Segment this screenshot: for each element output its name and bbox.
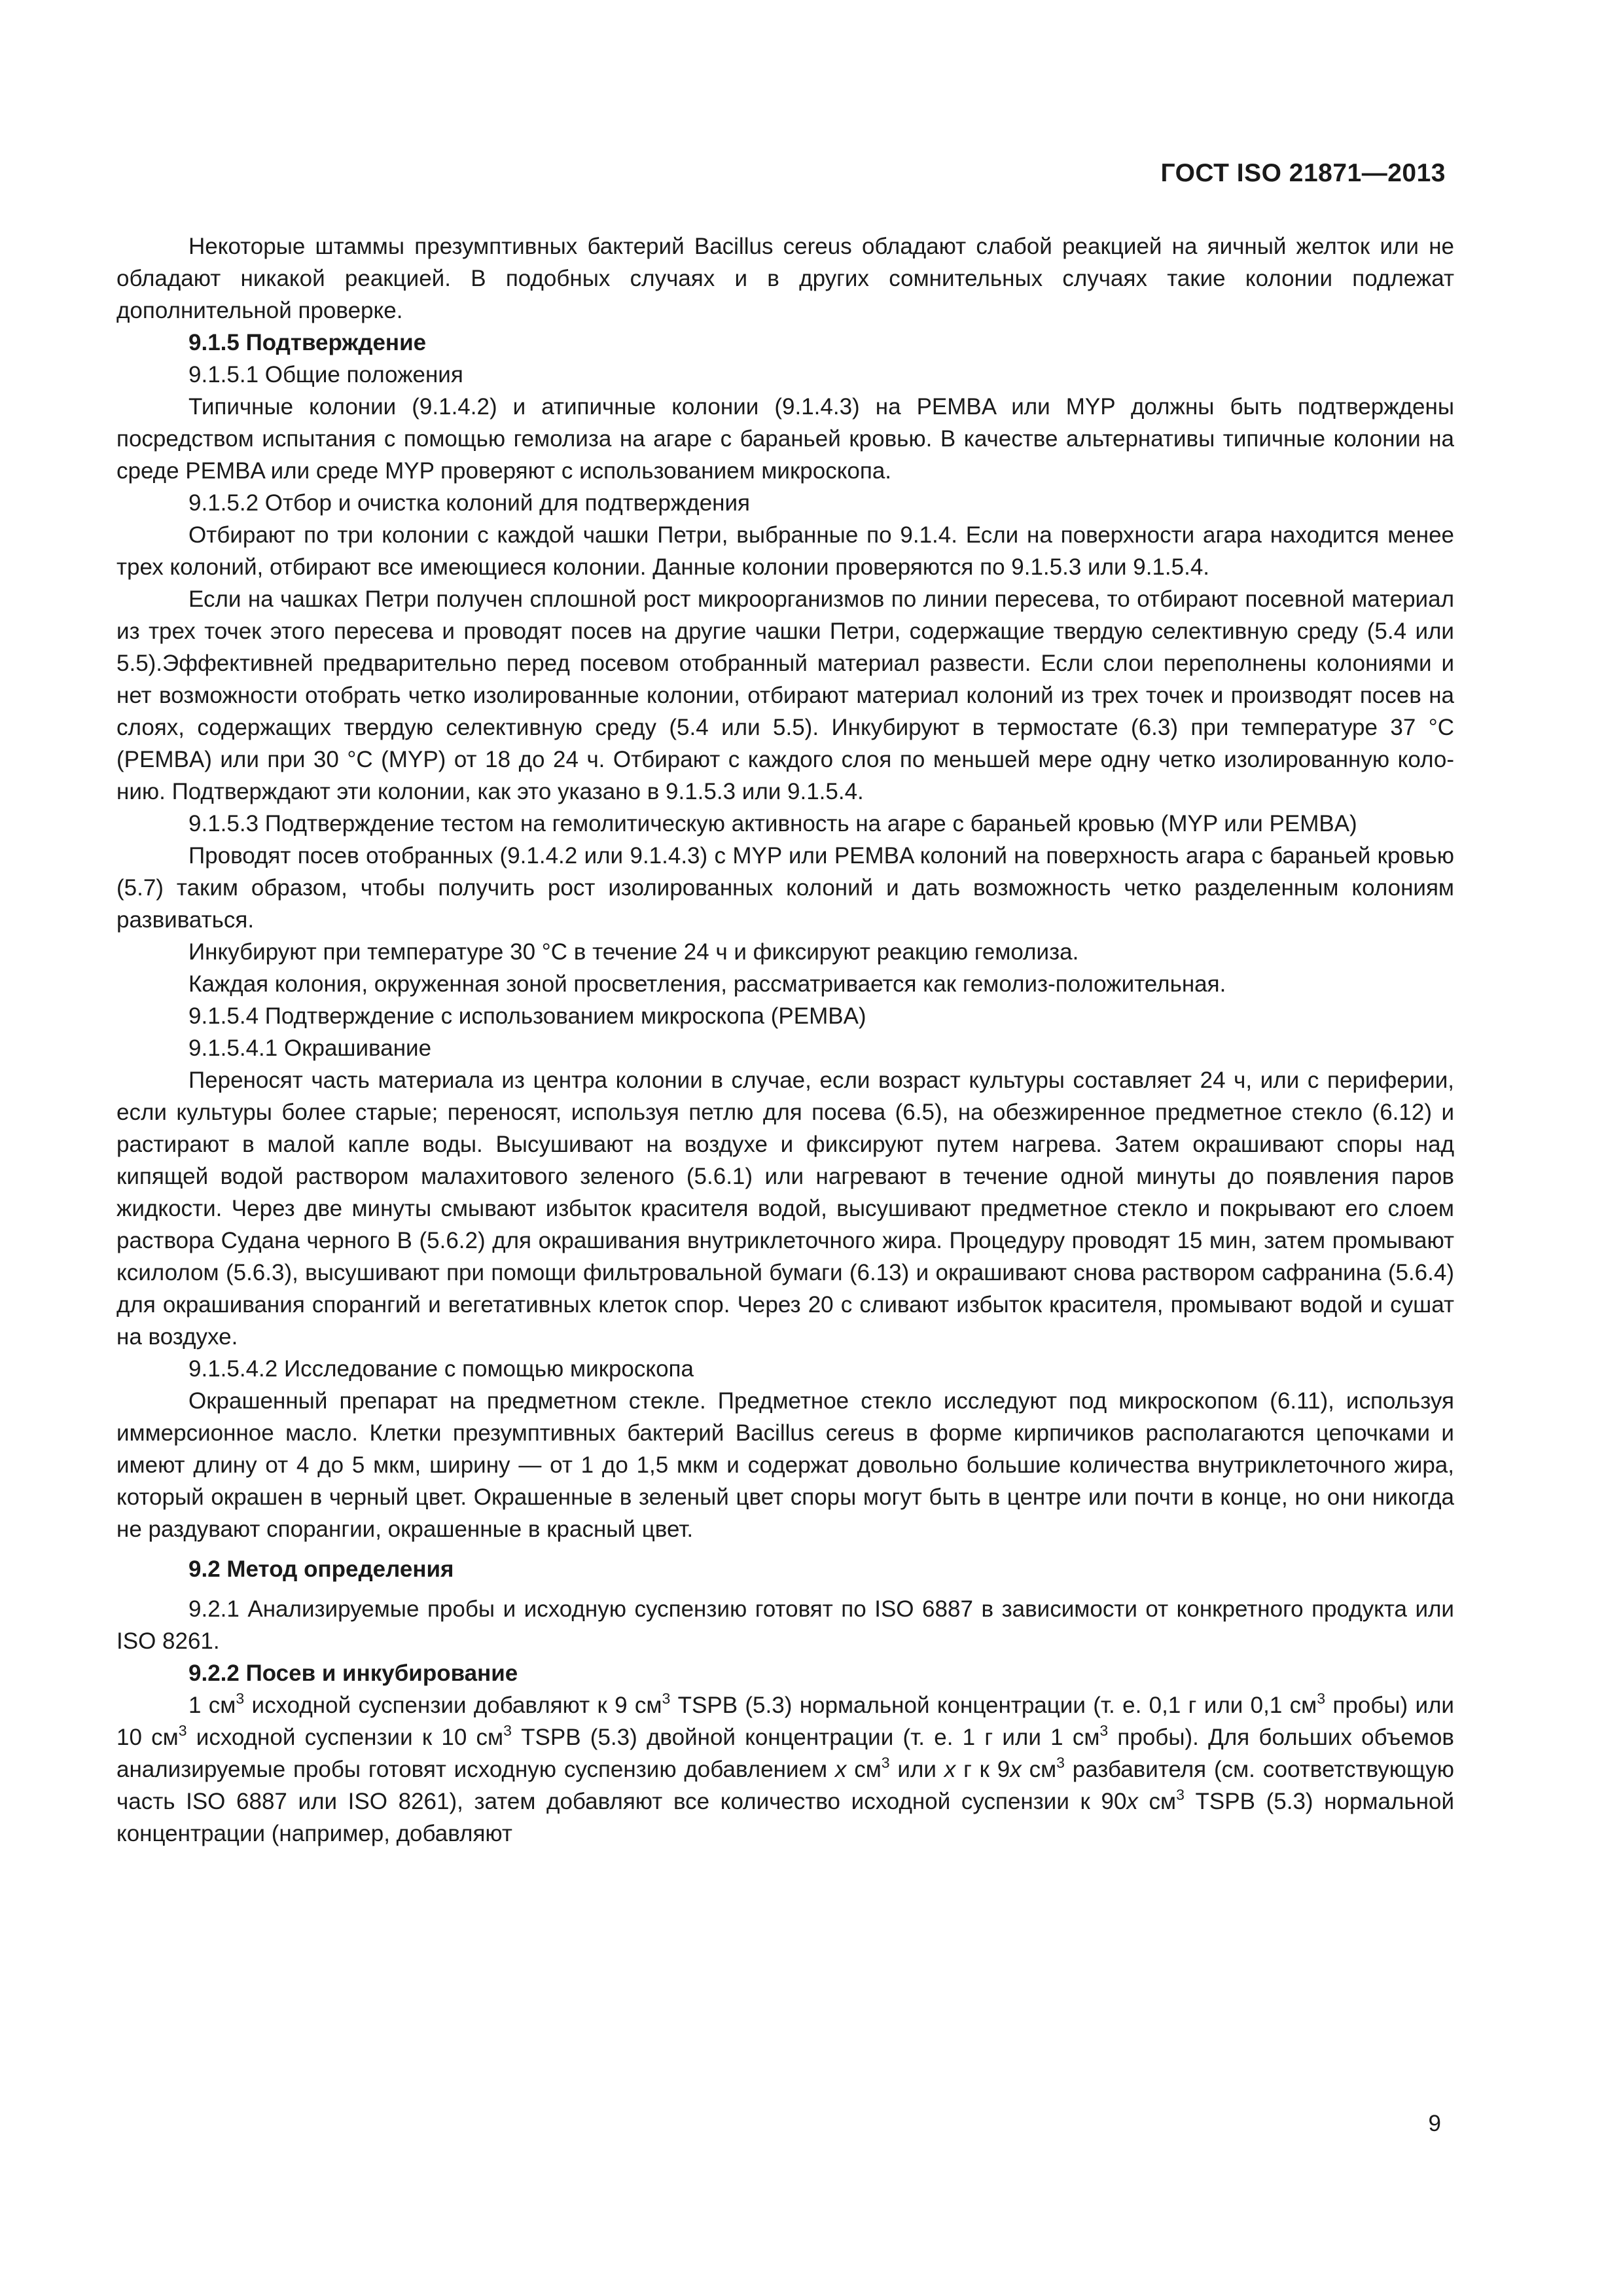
document-header: ГОСТ ISO 21871—2013 xyxy=(1160,159,1446,187)
superscript: 3 xyxy=(662,1690,671,1707)
section-heading: 9.2.2 Посев и инкубирование xyxy=(188,1660,518,1686)
superscript: 3 xyxy=(1176,1786,1185,1803)
text-run: см xyxy=(1021,1757,1057,1782)
superscript: 3 xyxy=(1056,1754,1065,1771)
paragraph: Инкубируют при температуре 30 °С в течение 24 ч и фиксируют реакцию гемолиза. xyxy=(188,939,1079,965)
superscript: 3 xyxy=(236,1690,245,1707)
text-run: пробы). Для больших объемов анализируемые пробы готовят исходную суспензию добавлением xyxy=(116,1725,1454,1782)
text-run: TSPB (5.3) нормальной концентрации (например, добавляют xyxy=(116,1789,1454,1846)
document-body xyxy=(116,230,1454,1850)
text-run: см xyxy=(1137,1789,1177,1814)
text-run: или xyxy=(889,1757,944,1782)
page-number: 9 xyxy=(1428,2111,1441,2136)
text-run: см xyxy=(846,1757,882,1782)
text-run: TSPB (5.3) нормальной концентрации (т. е. 0,1 г или 0,1 см xyxy=(670,1693,1317,1718)
paragraph: Проводят посев отобранных (9.1.4.2 или 9.1.4.3) с MYP или PEMBA колоний на поверхность агара с бараньей кровью (5.7) таким образом, чтобы получить рост изолированных колоний и дать возможность четко разделенным колониям развиваться. xyxy=(116,843,1454,933)
subsection-heading: 9.1.5.4.1 Окрашивание xyxy=(188,1035,432,1061)
superscript: 3 xyxy=(178,1722,187,1739)
variable: x xyxy=(944,1757,956,1782)
subsection-heading: 9.1.5.4 Подтверждение с использованием микроскопа (PEMBA) xyxy=(188,1003,866,1029)
subsection-heading: 9.1.5.2 Отбор и очистка колоний для подтверждения xyxy=(188,490,750,516)
subsection-heading: 9.1.5.3 Подтверждение тестом на гемолитическую активность на агаре с бараньей кровью (MYP или PEMBA) xyxy=(188,811,1357,836)
paragraph: 9.2.1 Анализируемые пробы и исходную суспензию готовят по ISO 6887 в зависимости от конкретного продукта или ISO 8261. xyxy=(116,1596,1454,1654)
paragraph: Если на чашках Петри получен сплошной рост микроорганизмов по линии пересева, то отбирают посевной материал из трех точек этого пересева и проводят посев на другие чашки Петри, содержащие твердую селективную среду (5.4 или 5.5).Эффективней предварительно перед посевом отобранный материал развести. Если слои переполнены колониями и нет возможности отобрать четко изолированные колонии, отбирают материал колоний из трех точек и производят посев на слоях, содержащих твердую селективную среду (5.4 или 5.5). Инкубируют в термостате (6.3) при температуре 37 °С (PEMBA) или при 30 °С (MYP) от 18 до 24 ч. Отбирают с каждого слоя по меньшей мере одну четко изолированную колонию. Подтверждают эти колонии, как это указано в 9.1.5.3 или 9.1.5.4. xyxy=(116,586,1454,804)
text-run: разбавителя (см. соответствующую часть ISO 6887 или ISO 8261), затем добавляют все количество исходной суспензии к 90 xyxy=(116,1757,1454,1814)
paragraph: Переносят часть материала из центра колонии в случае, если возраст культуры составляет 24 ч, или с периферии, если культуры более старые; переносят, используя петлю для посева (6.5), на обезжиренное предметное стекло (6.12) и растирают в малой капле воды. Высушивают на воздухе и фиксируют путем нагрева. Затем окрашивают споры над кипящей водой раствором малахитового зеленого (5.6.1) или нагревают в течение одной минуты до появления паров жидкости. Через две минуты смывают избыток красителя водой, высушивают предметное стекло и покрывают его слоем раствора Судана черного В (5.6.2) для окрашивания внутриклеточного жира. Процедуру проводят 15 мин, затем промывают ксилолом (5.6.3), высушивают при помощи фильтровальной бумаги (6.13) и окрашивают снова раствором сафранина (5.6.4) для окрашивания спорангий и вегетативных клеток спор. Через 20 с сливают избыток красителя, промывают водой и сушат на воздухе. xyxy=(116,1067,1454,1350)
paragraph: Отбирают по три колонии с каждой чашки Петри, выбранные по 9.1.4. Если на поверхности агара находится менее трех колоний, отбирают все имеющиеся колонии. Данные колонии проверяются по 9.1.5.3 или 9.1.5.4. xyxy=(116,522,1454,580)
text-run: исходной суспензии к 10 см xyxy=(187,1725,504,1750)
paragraph: Окрашенный препарат на предметном стекле. Предметное стекло исследуют под микроскопом (6.11), используя иммерсионное масло. Клетки презумптивных бактерий Bacillus cereus в форме кирпичиков располагаются цепочками и имеют длину от 4 до 5 мкм, ширину — от 1 до 1,5 мкм и содержат довольно большие количества внутриклеточного жира, который окрашен в черный цвет. Окрашенные в зеленый цвет споры могут быть в центре или почти в конце, но они никогда не раздувают спорангии, окрашенные в красный цвет. xyxy=(116,1388,1454,1542)
text-run: TSPB (5.3) двойной концентрации (т. е. 1 г или 1 см xyxy=(511,1725,1100,1750)
subsection-heading: 9.1.5.4.2 Исследование с помощью микроскопа xyxy=(188,1356,694,1382)
variable: x xyxy=(1126,1789,1138,1814)
text-run: 1 см xyxy=(188,1693,236,1718)
superscript: 3 xyxy=(881,1754,890,1771)
superscript: 3 xyxy=(1099,1722,1109,1739)
variable: x xyxy=(834,1757,847,1782)
variable: x xyxy=(1010,1757,1022,1782)
section-heading: 9.1.5 Подтверждение xyxy=(188,330,427,355)
superscript: 3 xyxy=(1317,1690,1326,1707)
paragraph: Каждая колония, окруженная зоной просветления, рассматривается как гемолиз-положительная. xyxy=(188,971,1226,997)
text-run: г к 9 xyxy=(955,1757,1010,1782)
superscript: 3 xyxy=(503,1722,512,1739)
text-run: исходной суспензии добавляют к 9 см xyxy=(244,1693,662,1718)
paragraph: Типичные колонии (9.1.4.2) и атипичные колонии (9.1.4.3) на PEMBA или MYP должны быть подтверждены посредством испытания с помощью гемолиза на агаре с бараньей кровью. В качестве альтернативы типичные колонии на среде PEMBA или среде MYP проверяют с использованием микроскопа. xyxy=(116,394,1454,484)
paragraph-with-units xyxy=(116,1689,1454,1850)
text-run: пробы) или 10 см xyxy=(116,1693,1454,1750)
section-heading: 9.2 Метод определения xyxy=(188,1556,454,1582)
paragraph: Некоторые штаммы презумптивных бактерий Bacillus cereus обладают слабой реакцией на яичный желток или не обладают никакой реакцией. В подобных случаях и в других сомнительных случаях такие колонии подлежат дополнительной проверке. xyxy=(116,234,1454,323)
subsection-heading: 9.1.5.1 Общие положения xyxy=(188,362,463,387)
